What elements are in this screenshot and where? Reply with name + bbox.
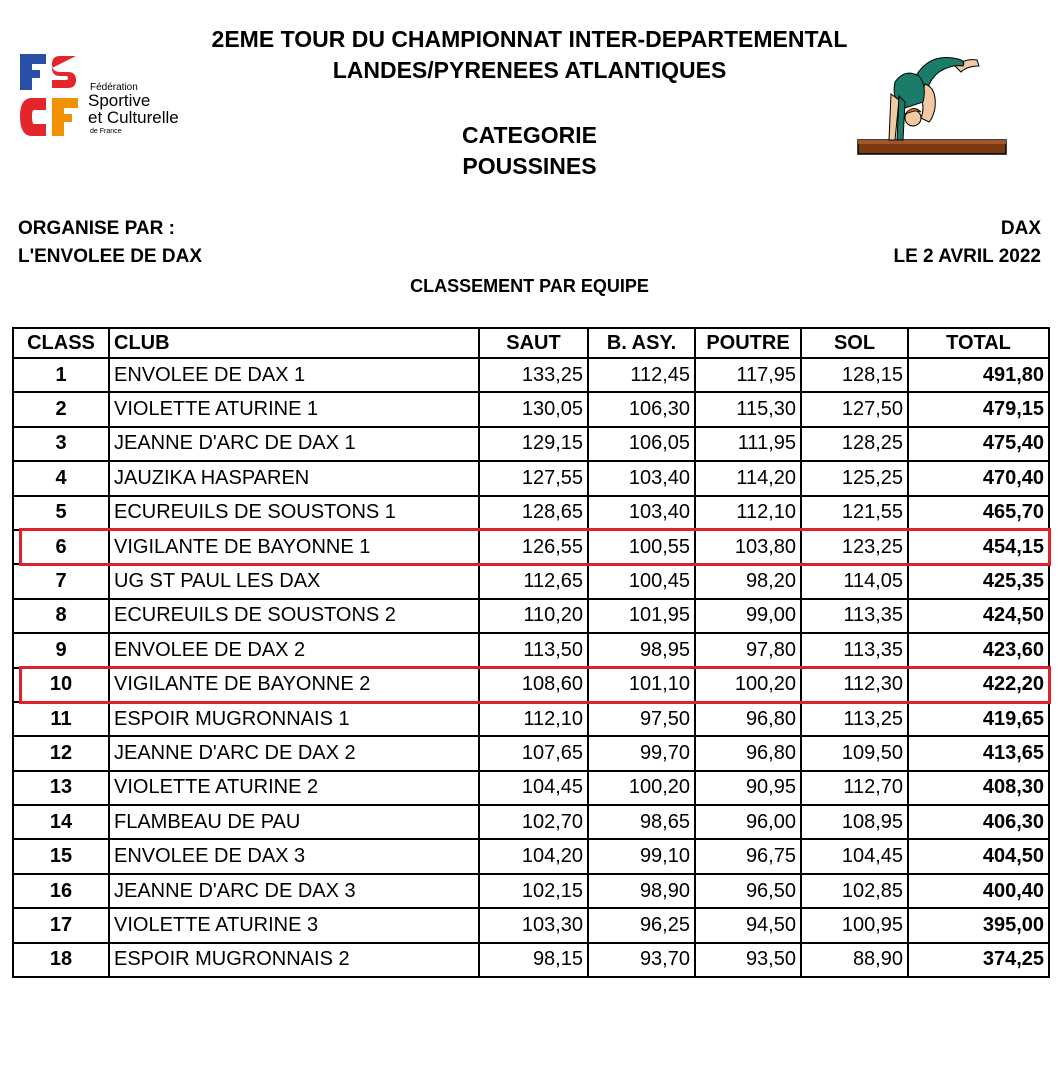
total-cell: 374,25 — [908, 943, 1049, 977]
poutre-cell: 98,20 — [695, 564, 801, 598]
club-cell: ENVOLEE DE DAX 1 — [109, 358, 479, 392]
rank-cell: 6 — [13, 530, 109, 564]
championship-subtitle: LANDES/PYRENEES ATLANTIQUES — [332, 57, 727, 83]
team-ranking-table — [12, 327, 1050, 978]
sol-cell: 112,70 — [801, 771, 908, 805]
sol-cell: 109,50 — [801, 736, 908, 770]
sol-cell: 128,25 — [801, 427, 908, 461]
logo-line4: de France — [90, 128, 122, 135]
sol-cell: 125,25 — [801, 461, 908, 495]
b-asy-cell: 112,45 — [588, 358, 695, 392]
rank-cell: 4 — [13, 461, 109, 495]
poutre-cell: 96,80 — [695, 702, 801, 736]
saut-cell: 127,55 — [479, 461, 588, 495]
total-cell: 470,40 — [908, 461, 1049, 495]
table-row — [13, 564, 1049, 598]
table-row — [13, 358, 1049, 392]
sol-cell: 128,15 — [801, 358, 908, 392]
total-cell: 475,40 — [908, 427, 1049, 461]
table-row — [13, 943, 1049, 977]
sol-cell: 114,05 — [801, 564, 908, 598]
saut-cell: 110,20 — [479, 599, 588, 633]
sol-cell: 108,95 — [801, 805, 908, 839]
sol-cell: 112,30 — [801, 668, 908, 702]
total-cell: 465,70 — [908, 496, 1049, 530]
b-asy-cell: 97,50 — [588, 702, 695, 736]
col-header-saut: SAUT — [479, 328, 588, 358]
club-cell: ECUREUILS DE SOUSTONS 1 — [109, 496, 479, 530]
saut-cell: 128,65 — [479, 496, 588, 530]
club-cell: VIOLETTE ATURINE 3 — [109, 908, 479, 942]
total-cell: 454,15 — [908, 530, 1049, 564]
b-asy-cell: 103,40 — [588, 461, 695, 495]
total-cell: 406,30 — [908, 805, 1049, 839]
table-row — [13, 427, 1049, 461]
col-header-club: CLUB — [109, 328, 479, 358]
poutre-cell: 96,00 — [695, 805, 801, 839]
saut-cell: 107,65 — [479, 736, 588, 770]
row-highlight-box — [19, 528, 1051, 566]
poutre-cell: 112,10 — [695, 496, 801, 530]
total-cell: 400,40 — [908, 874, 1049, 908]
b-asy-cell: 101,10 — [588, 668, 695, 702]
rank-cell: 8 — [13, 599, 109, 633]
club-cell: ECUREUILS DE SOUSTONS 2 — [109, 599, 479, 633]
poutre-cell: 96,75 — [695, 839, 801, 873]
sol-cell: 100,95 — [801, 908, 908, 942]
championship-title: 2EME TOUR DU CHAMPIONNAT INTER-DEPARTEMENTAL — [211, 26, 848, 52]
b-asy-cell: 106,05 — [588, 427, 695, 461]
rank-cell: 15 — [13, 839, 109, 873]
rank-cell: 13 — [13, 771, 109, 805]
club-cell: JEANNE D'ARC DE DAX 3 — [109, 874, 479, 908]
table-row — [13, 702, 1049, 736]
b-asy-cell: 106,30 — [588, 392, 695, 426]
b-asy-cell: 100,20 — [588, 771, 695, 805]
poutre-cell: 96,80 — [695, 736, 801, 770]
event-city: DAX — [1000, 218, 1041, 239]
saut-cell: 129,15 — [479, 427, 588, 461]
ranking-title: CLASSEMENT PAR EQUIPE — [410, 276, 649, 296]
b-asy-cell: 99,70 — [588, 736, 695, 770]
saut-cell: 102,70 — [479, 805, 588, 839]
club-cell: ENVOLEE DE DAX 2 — [109, 633, 479, 667]
col-header-sol: SOL — [801, 328, 908, 358]
poutre-cell: 115,30 — [695, 392, 801, 426]
col-header-total: TOTAL — [908, 328, 1049, 358]
row-highlight-box — [19, 666, 1051, 704]
sol-cell: 88,90 — [801, 943, 908, 977]
rank-cell: 16 — [13, 874, 109, 908]
b-asy-cell: 93,70 — [588, 943, 695, 977]
saut-cell: 112,10 — [479, 702, 588, 736]
club-cell: UG ST PAUL LES DAX — [109, 564, 479, 598]
total-cell: 425,35 — [908, 564, 1049, 598]
rank-cell: 7 — [13, 564, 109, 598]
col-header-b-asy: B. ASY. — [588, 328, 695, 358]
rank-cell: 14 — [13, 805, 109, 839]
poutre-cell: 96,50 — [695, 874, 801, 908]
total-cell: 479,15 — [908, 392, 1049, 426]
club-cell: ESPOIR MUGRONNAIS 2 — [109, 943, 479, 977]
table-row — [13, 736, 1049, 770]
total-cell: 395,00 — [908, 908, 1049, 942]
table-row — [13, 461, 1049, 495]
saut-cell: 102,15 — [479, 874, 588, 908]
club-cell: ENVOLEE DE DAX 3 — [109, 839, 479, 873]
col-header-poutre: POUTRE — [695, 328, 801, 358]
b-asy-cell: 101,95 — [588, 599, 695, 633]
poutre-cell: 97,80 — [695, 633, 801, 667]
poutre-cell: 117,95 — [695, 358, 801, 392]
b-asy-cell: 98,65 — [588, 805, 695, 839]
saut-cell: 108,60 — [479, 668, 588, 702]
club-cell: VIOLETTE ATURINE 2 — [109, 771, 479, 805]
rank-cell: 9 — [13, 633, 109, 667]
table-row — [13, 908, 1049, 942]
poutre-cell: 93,50 — [695, 943, 801, 977]
sol-cell: 123,25 — [801, 530, 908, 564]
poutre-cell: 103,80 — [695, 530, 801, 564]
rank-cell: 2 — [13, 392, 109, 426]
poutre-cell: 111,95 — [695, 427, 801, 461]
saut-cell: 130,05 — [479, 392, 588, 426]
poutre-cell: 114,20 — [695, 461, 801, 495]
logo-line1: Fédération — [90, 82, 138, 93]
club-cell: JAUZIKA HASPAREN — [109, 461, 479, 495]
rank-cell: 10 — [13, 668, 109, 702]
saut-cell: 104,20 — [479, 839, 588, 873]
total-cell: 413,65 — [908, 736, 1049, 770]
logo-line2: Sportive — [88, 91, 151, 110]
logo-line3: et Culturelle — [88, 108, 179, 127]
poutre-cell: 90,95 — [695, 771, 801, 805]
total-cell: 404,50 — [908, 839, 1049, 873]
saut-cell: 103,30 — [479, 908, 588, 942]
total-cell: 424,50 — [908, 599, 1049, 633]
category-value: POUSSINES — [462, 153, 597, 179]
rank-cell: 17 — [13, 908, 109, 942]
club-cell: ESPOIR MUGRONNAIS 1 — [109, 702, 479, 736]
total-cell: 423,60 — [908, 633, 1049, 667]
club-cell: VIOLETTE ATURINE 1 — [109, 392, 479, 426]
gymnast-on-beam-icon — [855, 52, 1010, 162]
b-asy-cell: 98,95 — [588, 633, 695, 667]
rank-cell: 18 — [13, 943, 109, 977]
rank-cell: 1 — [13, 358, 109, 392]
b-asy-cell: 103,40 — [588, 496, 695, 530]
b-asy-cell: 99,10 — [588, 839, 695, 873]
poutre-cell: 99,00 — [695, 599, 801, 633]
category-label: CATEGORIE — [461, 122, 598, 148]
rank-cell: 12 — [13, 736, 109, 770]
saut-cell: 126,55 — [479, 530, 588, 564]
poutre-cell: 94,50 — [695, 908, 801, 942]
table-row — [13, 874, 1049, 908]
rank-cell: 11 — [13, 702, 109, 736]
sol-cell: 113,25 — [801, 702, 908, 736]
sol-cell: 113,35 — [801, 633, 908, 667]
total-cell: 408,30 — [908, 771, 1049, 805]
sol-cell: 113,35 — [801, 599, 908, 633]
sol-cell: 127,50 — [801, 392, 908, 426]
club-cell: VIGILANTE DE BAYONNE 1 — [109, 530, 479, 564]
saut-cell: 98,15 — [479, 943, 588, 977]
col-header-class: CLASS — [13, 328, 109, 358]
table-header-row — [13, 328, 1049, 358]
saut-cell: 104,45 — [479, 771, 588, 805]
table-row — [13, 392, 1049, 426]
sol-cell: 104,45 — [801, 839, 908, 873]
table-row — [13, 633, 1049, 667]
saut-cell: 133,25 — [479, 358, 588, 392]
b-asy-cell: 98,90 — [588, 874, 695, 908]
sol-cell: 121,55 — [801, 496, 908, 530]
table-row — [13, 771, 1049, 805]
sol-cell: 102,85 — [801, 874, 908, 908]
organiser-label: ORGANISE PAR : — [18, 218, 175, 239]
table-row — [13, 599, 1049, 633]
table-row — [13, 839, 1049, 873]
total-cell: 491,80 — [908, 358, 1049, 392]
club-cell: JEANNE D'ARC DE DAX 2 — [109, 736, 479, 770]
club-cell: VIGILANTE DE BAYONNE 2 — [109, 668, 479, 702]
saut-cell: 113,50 — [479, 633, 588, 667]
total-cell: 419,65 — [908, 702, 1049, 736]
b-asy-cell: 100,45 — [588, 564, 695, 598]
b-asy-cell: 100,55 — [588, 530, 695, 564]
table-row — [13, 805, 1049, 839]
event-date: LE 2 AVRIL 2022 — [893, 246, 1041, 267]
poutre-cell: 100,20 — [695, 668, 801, 702]
b-asy-cell: 96,25 — [588, 908, 695, 942]
table-row — [13, 496, 1049, 530]
organiser-value: L'ENVOLEE DE DAX — [18, 246, 202, 267]
rank-cell: 3 — [13, 427, 109, 461]
club-cell: FLAMBEAU DE PAU — [109, 805, 479, 839]
club-cell: JEANNE D'ARC DE DAX 1 — [109, 427, 479, 461]
total-cell: 422,20 — [908, 668, 1049, 702]
rank-cell: 5 — [13, 496, 109, 530]
saut-cell: 112,65 — [479, 564, 588, 598]
